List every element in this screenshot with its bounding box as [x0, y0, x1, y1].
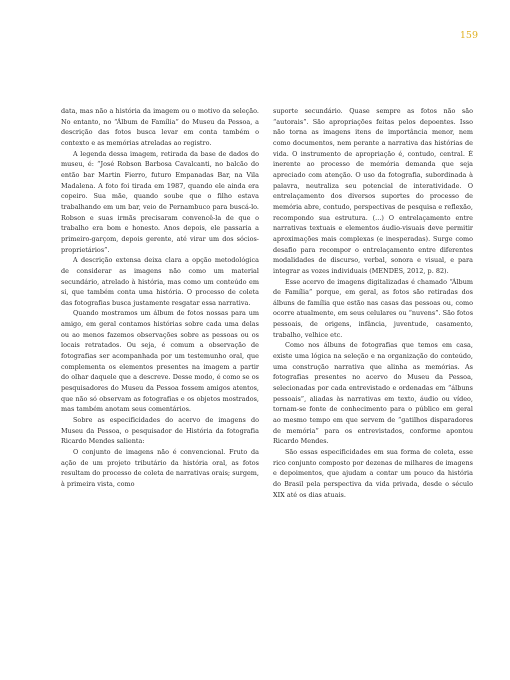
right-text-column	[273, 106, 473, 500]
paragraph-album-familia: Esse acervo de imagens digitalizadas é chamado “Álbum de Família” porque, em geral, as fotos são retiradas dos álbuns de família que estão nas casas das pessoas ou, como ocorre atualmente, em seus celulares ou “nuvens”. São fotos pessoais, de origens, infância, juventude, casamento, trabalho, velhice etc.	[273, 277, 474, 339]
paragraph-album-friends: Quando mostramos um álbum de fotos nossas para um amigo, em geral contamos histórias sobre cada uma delas ou ao menos fazemos observações sobre as pessoas ou os locais retratados. Ou seja, é comum a observação de fotografias ser acompanhada por um testemunho oral, que complementa os elementos presentes na imagem a partir do olhar daquele que a descreve. Desse modo, é como se os pesquisadores do Museu da Pessoa fossem amigos atentos, que não só observam as fotografias e os objetos mostrados, mas também anotam seus comentários.	[61, 309, 259, 414]
page-number: 159	[459, 30, 478, 41]
paragraph-continuation: data, mas não a história da imagem ou o motivo da seleção. No entanto, no “Álbum de Família” do Museu da Pessoa, a descrição das fotos busca levar em conta também o contexto e as memórias atreladas ao registro.	[61, 107, 259, 147]
block-quote-start: O conjunto de imagens não é convencional. Fruto da ação de um projeto tributário da história oral, as fotos resultam do processo de coleta de narrativas orais; surgem, à primeira vista, como	[61, 448, 259, 488]
left-text-column	[61, 106, 259, 490]
paragraph-quote-intro: Sobre as especificidades do acervo de imagens do Museu da Pessoa, o pesquisador de História da fotografia Ricardo Mendes salienta:	[61, 416, 259, 446]
block-quote-end: suporte secundário. Quase sempre as fotos não são “autorais”. São apropriações feitas pelos depoentes. Isso não torna as imagens itens de importância menor, nem como documentos, nem perante a narrativa das histórias de vida. O instrumento de apropriação é, contudo, central. É inerente ao processo de memória demanda que seja apreciado com atenção. O uso da fotografia, subordinada à palavra, neutraliza seu potencial de interatividade. O entrelaçamento dos diversos suportes do processo de memória abre, contudo, perspectivas de pesquisa e reflexão, recompondo sua estrutura. (...) O entrelaçamento entre narrativas textuais e elementos áudio-visuais deve permitir aproximações mais complexas (e inesperadas). Surge como desafio para recompor o entrelaçamento entre diferentes modalidades de discurso, verbal, sonora e visual, e para integrar as vozes individuais (MENDES, 2012, p. 82).	[273, 107, 473, 275]
paragraph-legend: A legenda dessa imagem, retirada da base de dados do museu, é: “José Robson Barbosa Cavalcanti, no balcão do então bar Martin Fierro, futuro Empanadas Bar, na Vila Madalena. A foto foi tirada em 1987, quando ele ainda era copeiro. Sua mãe, quando soube que o filho estava trabalhando em um bar, veio de Pernambuco para buscá-lo. Robson e suas irmãs precisaram convencê-la de que o trabalho era bom e honesto. Anos depois, ele passaria a primeiro-garçom, depois gerente, até virar um dos sócios-proprietários”.	[61, 149, 259, 254]
paragraph-selection-logic: Como nos álbuns de fotografias que temos em casa, existe uma lógica na seleção e na organização do conteúdo, uma construção narrativa que alinha as memórias. As fotografias presentes no acervo do Museu da Pessoa, selecionadas por cada entrevistado e ordenadas em “álbuns pessoais”, aliadas às narrativas em texto, áudio ou vídeo, tornam-se fonte de conhecimento para o público em geral ao mesmo tempo em que servem de “gatilhos disparadores de memória” para os entrevistados, conforme apontou Ricardo Mendes.	[273, 341, 473, 446]
paragraph-conclusion: São essas especificidades em sua forma de coleta, esse rico conjunto composto por dezenas de milhares de imagens e depoimentos, que ajudam a contar um pouco da história do Brasil pela perspectiva da vida privada, desde o século XIX até os dias atuais.	[273, 448, 473, 499]
paragraph-methodology: A descrição extensa deixa clara a opção metodológica de considerar as imagens não como um material secundário, atrelado à história, mas como um conteúdo em si, que também conta uma história. O processo de coleta das fotografias busca justamente resgatar essa narrativa.	[61, 256, 259, 307]
